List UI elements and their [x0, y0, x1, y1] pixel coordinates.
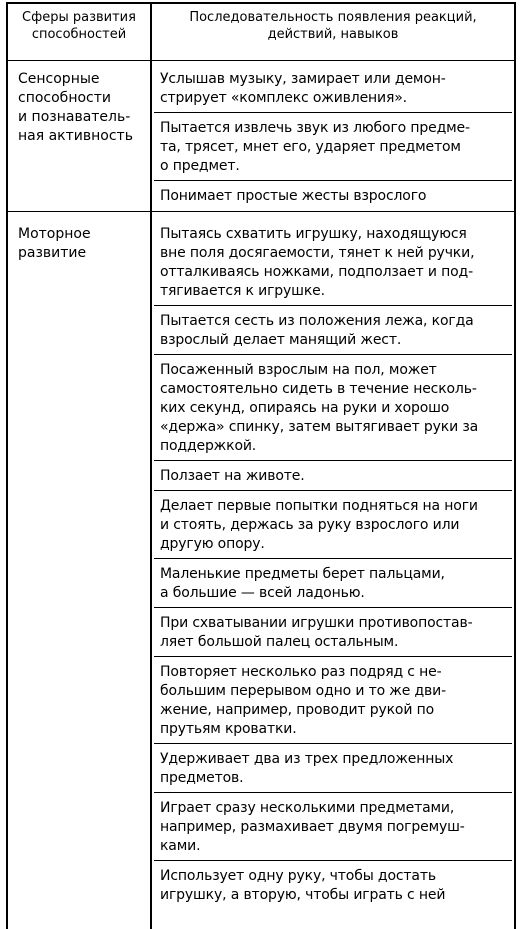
header-line: способностей: [31, 27, 127, 42]
item-line: Пытается извлечь звук из любого предме-: [160, 120, 470, 136]
item-line: другую опору.: [160, 536, 265, 552]
item-line: игрушку, а вторую, чтобы играть с ней: [160, 887, 446, 903]
item-line: и стоять, держась за руку взрослого или: [160, 517, 460, 533]
item-line: Посаженный взрослым на пол, может: [160, 362, 437, 378]
category-line: Моторное: [18, 226, 91, 242]
item-line: поддержкой.: [160, 438, 257, 454]
item-line: та, трясет, мнет его, ударяет предметом: [160, 139, 461, 155]
list-item: [160, 614, 510, 652]
header-line: Последовательность появления реакций,: [189, 10, 477, 25]
table-left-border: [6, 2, 8, 929]
item-line: прутьям кроватки.: [160, 721, 297, 737]
item-line: Удерживает два из трех предложенных: [160, 751, 454, 767]
category-line: и познаватель-: [18, 109, 131, 125]
item-line: например, размахивает двумя погремуш-: [160, 819, 465, 835]
item-line: Пытаясь схватить игрушку, находящуюся: [160, 226, 467, 242]
item-line: о предмет.: [160, 158, 240, 174]
list-item: [160, 497, 510, 554]
item-separator: [154, 305, 512, 306]
header-line: действий, навыков: [267, 27, 399, 42]
table-right-border: [514, 2, 516, 929]
category-line: развитие: [18, 245, 87, 261]
item-line: Повторяет несколько раз подряд с не-: [160, 664, 442, 680]
list-item: [160, 225, 510, 301]
item-line: Делает первые попытки подняться на ноги: [160, 498, 478, 514]
row-divider: [6, 211, 516, 212]
item-line: тягивается к игрушке.: [160, 283, 325, 299]
item-separator: [154, 656, 512, 657]
list-item: [160, 312, 510, 350]
list-item: [160, 867, 510, 905]
list-item: [160, 187, 510, 206]
item-separator: [154, 558, 512, 559]
category-line: Сенсорные: [18, 71, 100, 87]
header-cell-sequence: [154, 9, 512, 43]
item-line: большим перерывом одно и то же дви-: [160, 683, 446, 699]
item-line: Понимает простые жесты взрослого: [160, 188, 427, 204]
header-bottom-border: [6, 60, 516, 61]
item-line: «держа» спинку, затем вытягивает руки за: [160, 419, 479, 435]
category-motor: [18, 225, 148, 263]
item-separator: [154, 743, 512, 744]
item-line: Пытается сесть из положения лежа, когда: [160, 313, 474, 329]
item-line: Использует одну руку, чтобы достать: [160, 868, 436, 884]
list-item: [160, 750, 510, 788]
item-separator: [154, 460, 512, 461]
item-line: отталкиваясь ножками, подползает и под-: [160, 264, 473, 280]
list-item: [160, 565, 510, 603]
item-line: жение, например, проводит рукой по: [160, 702, 434, 718]
list-item: [160, 119, 510, 176]
item-line: взрослый делает манящий жест.: [160, 332, 402, 348]
category-sensory: [18, 70, 148, 146]
item-separator: [154, 792, 512, 793]
item-line: ляет большой палец остальным.: [160, 634, 399, 650]
item-line: Услышав музыку, замирает или демон-: [160, 71, 446, 87]
item-separator: [154, 112, 512, 113]
item-separator: [154, 354, 512, 355]
item-separator: [154, 607, 512, 608]
item-separator: [154, 490, 512, 491]
item-line: Ползает на животе.: [160, 468, 305, 484]
header-cell-spheres: [10, 9, 148, 43]
table-top-border: [6, 2, 516, 4]
item-line: стрирует «комплекс оживления».: [160, 90, 407, 106]
item-line: вне поля досягаемости, тянет к ней ручки,: [160, 245, 475, 261]
category-line: способности: [18, 90, 111, 106]
development-table: [6, 0, 516, 929]
list-item: [160, 799, 510, 856]
header-line: Сферы развития: [22, 10, 136, 25]
item-line: ких секунд, опираясь на руки и хорошо: [160, 400, 450, 416]
item-line: ками.: [160, 838, 201, 854]
list-item: [160, 361, 510, 456]
item-line: Играет сразу несколькими предметами,: [160, 800, 455, 816]
item-line: предметов.: [160, 770, 244, 786]
item-separator: [154, 860, 512, 861]
item-separator: [154, 180, 512, 181]
item-line: Маленькие предметы берет пальцами,: [160, 566, 445, 582]
list-item: [160, 663, 510, 739]
category-line: ная активность: [18, 128, 133, 144]
column-divider: [150, 2, 152, 929]
list-item: [160, 467, 510, 486]
list-item: [160, 70, 510, 108]
item-line: При схватывании игрушки противопостав-: [160, 615, 473, 631]
item-line: а большие — всей ладонью.: [160, 585, 365, 601]
item-line: самостоятельно сидеть в течение несколь-: [160, 381, 477, 397]
